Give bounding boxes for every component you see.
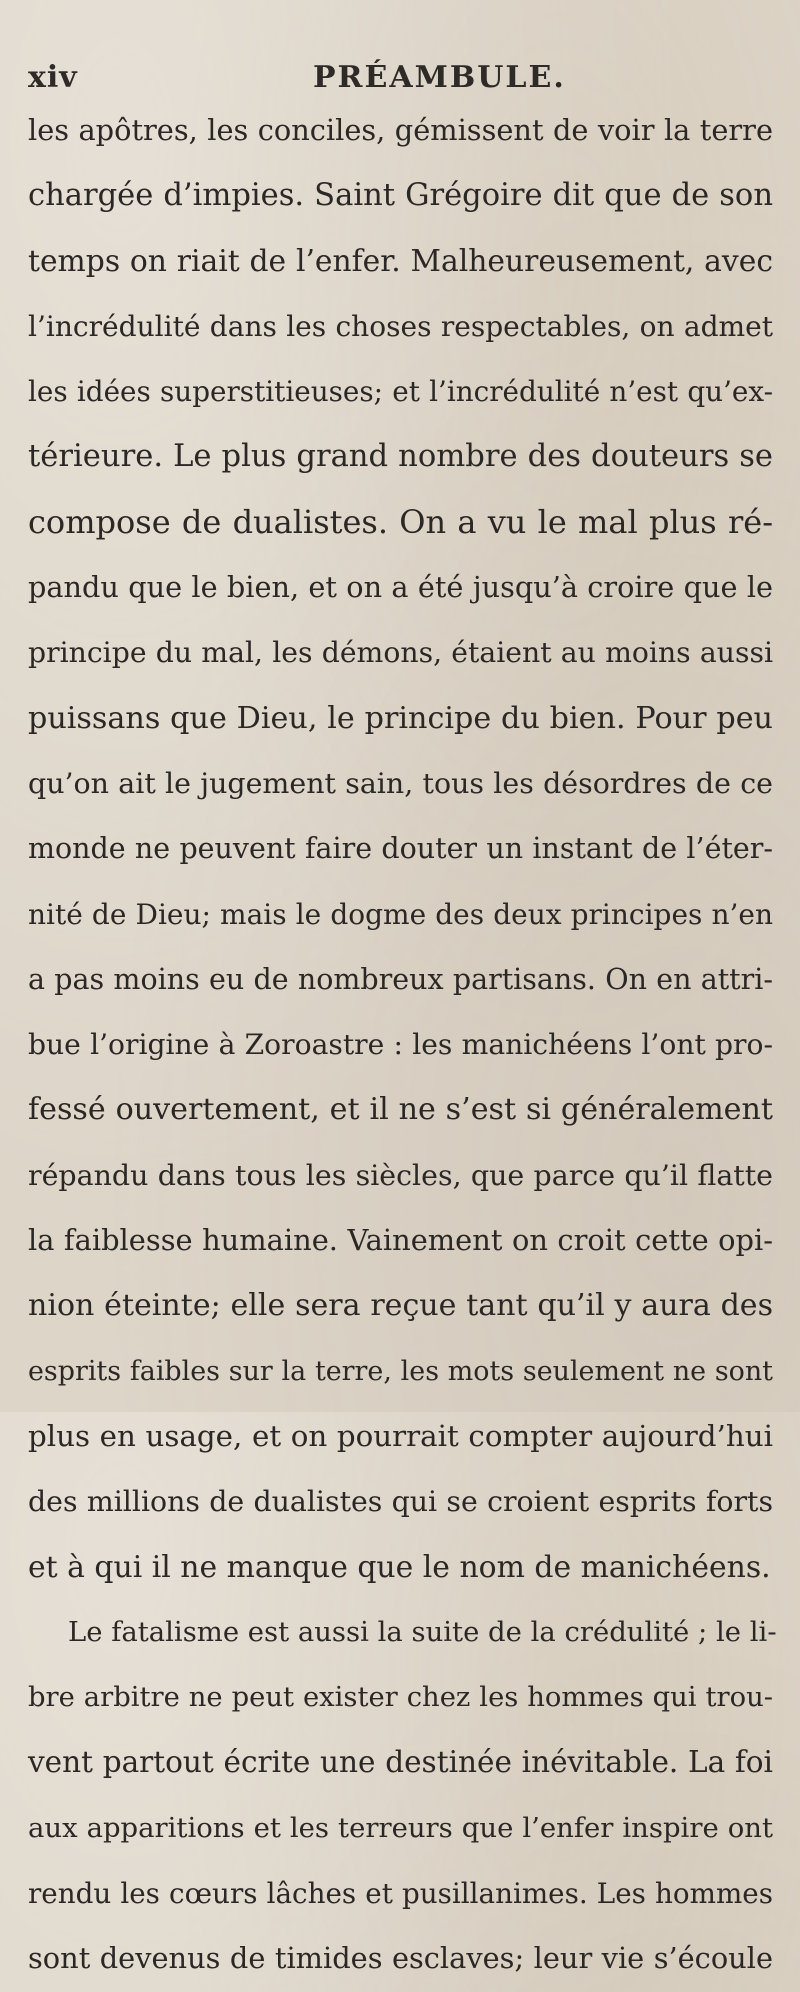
text-line: des millions de dualistes qui se croient esprits forts: [28, 1485, 773, 1519]
page-number: xiv: [28, 60, 78, 95]
text-line: térieure. Le plus grand nombre des douteurs se: [28, 439, 773, 475]
text-line: puissans que Dieu, le principe du bien. Pour peu: [28, 700, 773, 736]
text-line: l’incrédulité dans les choses respectables, on admet: [28, 309, 773, 343]
text-line: fessé ouvertement, et il ne s’est si généralement: [28, 1092, 773, 1128]
text-line: temps on riait de l’enfer. Malheureusement, avec: [28, 243, 773, 279]
text-line: chargée d’impies. Saint Grégoire dit que de son: [28, 178, 773, 214]
text-line: bre arbitre ne peut exister chez les hommes qui trou-: [28, 1682, 773, 1714]
text-line: pandu que le bien, et on a été jusqu’à croire que le: [28, 570, 773, 605]
text-line: aux apparitions et les terreurs que l’enfer inspire ont: [28, 1811, 773, 1844]
text-line: les idées superstitieuses; et l’incrédulité n’est qu’ex-: [28, 375, 773, 409]
text-line: esprits faibles sur la terre, les mots seulement ne sont: [28, 1355, 773, 1387]
text-line: plus en usage, et on pourrait compter aujourd’hui: [28, 1418, 773, 1453]
body-text: [28, 98, 777, 1992]
text-line: qu’on ait le jugement sain, tous les désordres de ce: [28, 766, 773, 800]
text-line: la faiblesse humaine. Vainement on croit cette opi-: [28, 1223, 773, 1258]
running-head: [28, 52, 748, 100]
running-title: PRÉAMBULE.: [313, 60, 566, 95]
text-line: nion éteinte; elle sera reçue tant qu’il y aura des: [28, 1288, 773, 1324]
text-line: les apôtres, les conciles, gémissent de voir la terre: [28, 113, 773, 147]
paragraph-end-line: et à qui il ne manque que le nom de manichéens.: [28, 1549, 771, 1585]
text-line: sont devenus de timides esclaves; leur vie s’écoule: [28, 1941, 773, 1976]
text-line: répandu dans tous les siècles, que parce qu’il flatte: [28, 1158, 773, 1192]
text-line: principe du mal, les démons, étaient au moins aussi: [28, 636, 773, 670]
text-line: nité de Dieu; mais le dogme des deux principes n’en: [28, 897, 773, 931]
text-line: monde ne peuvent faire douter un instant de l’éter-: [28, 832, 773, 866]
text-line: vent partout écrite une destinée inévitable. La foi: [28, 1745, 773, 1780]
text-line: bue l’origine à Zoroastre : les manichéens l’ont pro-: [28, 1028, 773, 1062]
text-line: rendu les cœurs lâches et pusillanimes. Les hommes: [28, 1877, 773, 1911]
paragraph-start-line: Le fatalisme est aussi la suite de la crédulité ; le li-: [68, 1616, 777, 1648]
text-line: a pas moins eu de nombreux partisans. On en attri-: [28, 962, 773, 996]
text-line: compose de dualistes. On a vu le mal plus ré-: [28, 502, 773, 541]
